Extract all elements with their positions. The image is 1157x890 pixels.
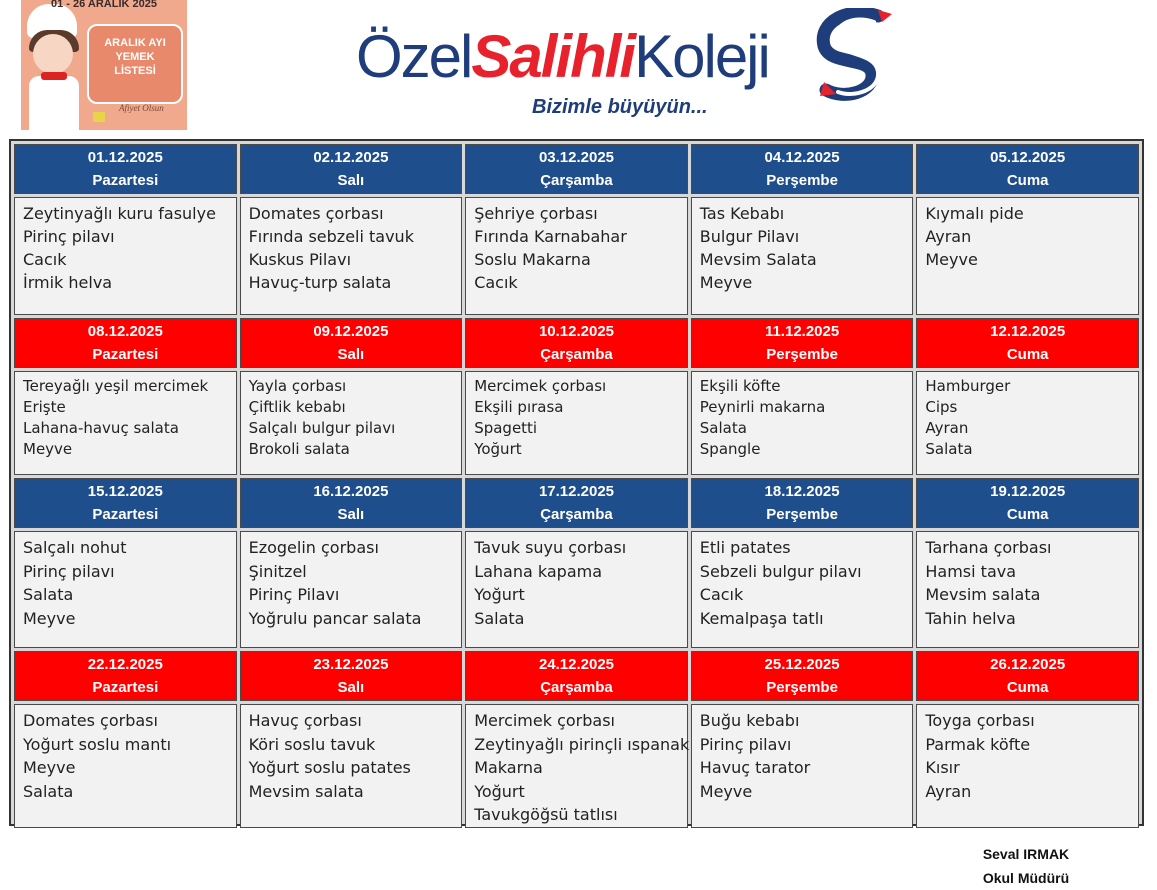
- menu-item: Hamburger: [925, 377, 1011, 395]
- day-name: Perşembe: [766, 679, 838, 696]
- poster-board-line: YEMEK: [115, 51, 155, 63]
- logo-emblem-icon: [808, 8, 896, 108]
- menu-item: Brokoli salata: [248, 440, 350, 458]
- day-name: Çarşamba: [540, 506, 613, 523]
- day-date: 25.12.2025: [764, 656, 840, 673]
- menu-item: Yoğrulu pancar salata: [248, 608, 422, 628]
- poster-date-range: 01 - 26 ARALIK 2025: [51, 0, 157, 10]
- day-menu-cell: [14, 197, 237, 315]
- menu-item: Salata: [474, 608, 525, 628]
- menu-item: Pirinç pilavı: [23, 227, 115, 246]
- menu-item: Tas Kebabı: [699, 204, 785, 223]
- menu-item: Salata: [23, 781, 74, 801]
- day-menu-cell: [240, 371, 463, 475]
- menu-item: Meyve: [23, 608, 76, 628]
- day-name: Salı: [337, 679, 365, 696]
- menu-item: Cacık: [699, 585, 744, 604]
- day-menu-cell: [691, 197, 914, 315]
- day-menu-cell: [14, 371, 237, 475]
- day-name: Cuma: [1006, 346, 1049, 363]
- menu-item: Toyga çorbası: [925, 711, 1035, 730]
- day-date: 09.12.2025: [313, 323, 389, 340]
- day-header: [465, 478, 688, 528]
- day-header: [14, 478, 237, 528]
- menu-item: Peynirli makarna: [699, 398, 826, 416]
- day-date: 05.12.2025: [990, 149, 1066, 166]
- day-menu-cell: [465, 704, 688, 828]
- menu-item: Mercimek çorbası: [474, 711, 615, 730]
- day-date: 01.12.2025: [87, 149, 163, 166]
- scarf-shape: [41, 72, 67, 80]
- day-header: [240, 478, 463, 528]
- menu-item: Meyve: [699, 273, 753, 292]
- day-menu-cell: [916, 704, 1139, 828]
- menu-item: Makarna: [474, 758, 543, 777]
- menu-item: Meyve: [925, 250, 978, 269]
- day-menu-cell: [465, 531, 688, 648]
- day-menu-cell: [916, 371, 1139, 475]
- menu-item: Fırında Karnabahar: [474, 227, 627, 246]
- day-header: [916, 318, 1139, 368]
- menu-item: Buğu kebabı: [699, 711, 800, 730]
- menu-item: Ekşili pırasa: [474, 398, 564, 416]
- menu-item: Erişte: [23, 398, 66, 416]
- menu-item: Sebzeli bulgur pilavı: [699, 561, 862, 581]
- menu-item: Zeytinyağlı kuru fasulye: [23, 204, 216, 223]
- day-date: 18.12.2025: [764, 483, 840, 500]
- day-menu-cell: [14, 704, 237, 828]
- day-date: 15.12.2025: [87, 483, 163, 500]
- day-name: Pazartesi: [92, 679, 159, 696]
- menu-item: Mercimek çorbası: [474, 377, 607, 395]
- menu-item: Tarhana çorbası: [925, 538, 1052, 557]
- menu-item: Cacık: [23, 250, 67, 269]
- menu-item: Salçalı bulgur pilavı: [248, 419, 396, 437]
- menu-item: Cacık: [474, 273, 518, 292]
- poster-board-line: ARALIK AYI: [104, 37, 166, 49]
- day-name: Çarşamba: [540, 346, 613, 363]
- menu-item: Fırında sebzeli tavuk: [248, 227, 414, 246]
- menu-item: Mevsim salata: [248, 781, 364, 801]
- menu-item: Ayran: [925, 781, 972, 801]
- day-name: Salı: [337, 346, 365, 363]
- menu-item: Salçalı nohut: [23, 538, 127, 557]
- poster-board-text: [87, 36, 183, 78]
- menu-item: Tavuk suyu çorbası: [474, 538, 627, 557]
- day-header: [691, 478, 914, 528]
- day-menu-cell: [14, 531, 237, 648]
- day-header: [465, 318, 688, 368]
- chef-face-shape: [33, 34, 73, 74]
- day-date: 08.12.2025: [87, 323, 163, 340]
- logo-word-salihli: Salihli: [471, 23, 635, 90]
- day-date: 22.12.2025: [87, 656, 163, 673]
- menu-item: Salata: [925, 440, 973, 458]
- menu-item: Yoğurt: [474, 440, 522, 458]
- menu-item: Pirinç Pilavı: [248, 585, 340, 604]
- day-name: Cuma: [1006, 172, 1049, 189]
- menu-item: Tereyağlı yeşil mercimek: [23, 377, 209, 395]
- menu-item: Ayran: [925, 227, 972, 246]
- day-date: 23.12.2025: [313, 656, 389, 673]
- menu-item: Kısır: [925, 758, 960, 777]
- menu-item: Şinitzel: [248, 561, 307, 581]
- day-header: [14, 318, 237, 368]
- logo-word-ozel: Özel: [356, 23, 472, 90]
- menu-item: Yayla çorbası: [248, 377, 347, 395]
- menu-item: Cips: [925, 398, 958, 416]
- day-name: Perşembe: [766, 346, 838, 363]
- menu-item: Lahana-havuç salata: [23, 419, 179, 437]
- day-name: Perşembe: [766, 506, 838, 523]
- menu-item: Havuç çorbası: [248, 711, 362, 730]
- menu-item: Havuç-turp salata: [248, 273, 392, 292]
- logo-slogan: Bizimle büyüyün...: [532, 96, 708, 118]
- day-date: 10.12.2025: [538, 323, 615, 340]
- day-header: [14, 144, 237, 194]
- menu-item: Yoğurt soslu patates: [248, 758, 411, 777]
- menu-item: Yoğurt: [474, 585, 525, 604]
- menu-item: Meyve: [23, 440, 73, 458]
- day-menu-cell: [240, 704, 463, 828]
- menu-item: Ezogelin çorbası: [248, 538, 379, 557]
- menu-item: Ayran: [925, 419, 969, 437]
- day-date: 24.12.2025: [538, 656, 615, 673]
- menu-item: Spagetti: [474, 419, 538, 437]
- day-header: [916, 651, 1139, 701]
- menu-item: Zeytinyağlı pirinçli ıspanak: [474, 734, 690, 754]
- menu-item: Domates çorbası: [23, 711, 158, 730]
- day-name: Pazartesi: [92, 172, 159, 189]
- menu-item: Havuç tarator: [699, 758, 811, 777]
- menu-item: Salata: [23, 585, 74, 604]
- day-menu-cell: [691, 704, 914, 828]
- menu-item: Tavukgöğsü tatlısı: [474, 805, 618, 824]
- day-date: 12.12.2025: [990, 323, 1066, 340]
- day-date: 11.12.2025: [764, 323, 840, 340]
- day-date: 19.12.2025: [990, 483, 1066, 500]
- menu-item: Salata: [699, 419, 747, 437]
- menu-poster-image: [21, 0, 187, 130]
- day-date: 02.12.2025: [313, 149, 389, 166]
- cheese-shape: [93, 112, 105, 122]
- day-date: 03.12.2025: [538, 149, 615, 166]
- day-date: 26.12.2025: [990, 656, 1066, 673]
- day-menu-cell: [916, 197, 1139, 315]
- day-menu-cell: [691, 371, 914, 475]
- day-header: [691, 144, 914, 194]
- day-name: Cuma: [1006, 506, 1049, 523]
- poster-board-line: LİSTESİ: [114, 65, 156, 77]
- menu-item: Spangle: [699, 440, 761, 458]
- day-date: 17.12.2025: [538, 483, 615, 500]
- menu-item: Yoğurt soslu mantı: [23, 734, 172, 754]
- chef-body-shape: [29, 76, 79, 130]
- menu-item: Mevsim salata: [925, 585, 1041, 604]
- menu-item: Yoğurt: [474, 781, 525, 801]
- day-header: [691, 651, 914, 701]
- menu-item: Kıymalı pide: [925, 204, 1024, 223]
- menu-item: Pirinç pilavı: [699, 734, 792, 754]
- weekly-menu-table: [9, 139, 1144, 826]
- menu-item: Soslu Makarna: [474, 250, 591, 269]
- day-header: [14, 651, 237, 701]
- menu-item: Mevsim Salata: [699, 250, 817, 269]
- menu-item: Kemalpaşa tatlı: [699, 608, 824, 628]
- menu-item: Ekşili köfte: [699, 377, 781, 395]
- menu-item: Şehriye çorbası: [474, 204, 598, 223]
- menu-item: Meyve: [23, 758, 76, 777]
- day-header: [465, 144, 688, 194]
- day-header: [691, 318, 914, 368]
- day-name: Perşembe: [766, 172, 838, 189]
- day-name: Cuma: [1006, 679, 1049, 696]
- day-name: Salı: [337, 172, 365, 189]
- menu-item: İrmik helva: [23, 273, 113, 292]
- poster-signature: Afiyet Olsun: [119, 103, 164, 113]
- menu-item: Meyve: [699, 781, 753, 801]
- principal-name: Seval IRMAK: [982, 846, 1070, 862]
- menu-item: Köri soslu tavuk: [248, 734, 376, 754]
- menu-item: Domates çorbası: [248, 204, 384, 223]
- menu-item: Kuskus Pilavı: [248, 250, 352, 269]
- menu-item: Hamsi tava: [925, 561, 1017, 581]
- day-header: [240, 144, 463, 194]
- day-menu-cell: [916, 531, 1139, 648]
- day-header: [465, 651, 688, 701]
- day-name: Salı: [337, 506, 365, 523]
- menu-item: Tahin helva: [925, 608, 1016, 628]
- day-date: 04.12.2025: [764, 149, 840, 166]
- day-header: [916, 144, 1139, 194]
- day-menu-cell: [465, 197, 688, 315]
- principal-title: Okul Müdürü: [982, 870, 1070, 886]
- menu-item: Lahana kapama: [474, 561, 603, 581]
- logo-word-koleji: Koleji: [634, 23, 769, 90]
- menu-item: Bulgur Pilavı: [699, 227, 800, 246]
- menu-item: Çiftlik kebabı: [248, 398, 346, 416]
- menu-item: Pirinç pilavı: [23, 561, 115, 581]
- day-header: [240, 318, 463, 368]
- day-menu-cell: [465, 371, 688, 475]
- day-menu-cell: [240, 531, 463, 648]
- day-name: Çarşamba: [540, 172, 613, 189]
- day-header: [240, 651, 463, 701]
- menu-item: Parmak köfte: [925, 734, 1031, 754]
- day-menu-cell: [691, 531, 914, 648]
- day-header: [916, 478, 1139, 528]
- day-name: Pazartesi: [92, 506, 159, 523]
- day-menu-cell: [240, 197, 463, 315]
- menu-item: Etli patates: [699, 538, 791, 557]
- school-logo: [356, 8, 896, 120]
- day-name: Pazartesi: [92, 346, 159, 363]
- day-name: Çarşamba: [540, 679, 613, 696]
- day-date: 16.12.2025: [313, 483, 389, 500]
- logo-wordmark: [356, 22, 769, 92]
